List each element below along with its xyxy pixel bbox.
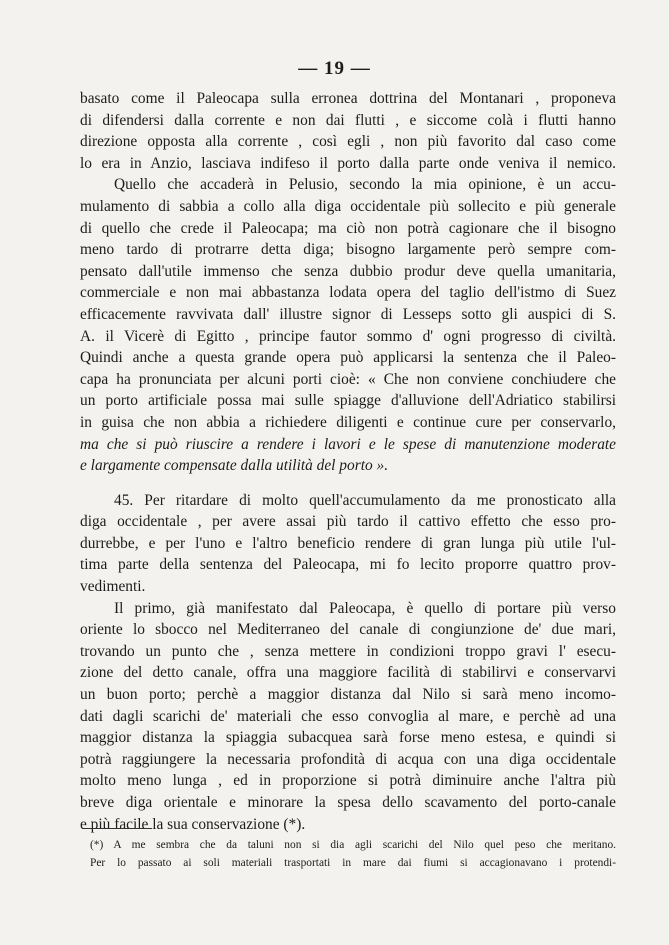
text-line: un buon porto; perchè a maggior distanza dal Nilo si sarà meno incomo-	[80, 686, 616, 704]
text-line: e più facile la sua conservazione (*).	[80, 815, 306, 833]
body-text	[80, 88, 616, 835]
footnote-line: Per lo passato ai soli materiali trasportati in mare dai fiumi si accagionavano i protendi-	[90, 857, 616, 869]
section-45-heading-line: 45. Per ritardare di molto quell'accumulamento da me pronosticato alla	[114, 491, 616, 509]
text-line: capa ha pronunciata per alcuni porti cioè: « Che non conviene conchiudere che	[80, 370, 616, 388]
text-line: maggior distanza la spiaggia subacquea sarà forse meno estesa, e quindi si	[80, 729, 616, 747]
text-line: meno tardo di protrarre detta diga; bisogno largamente però sempre com-	[80, 241, 616, 259]
paragraph-4	[80, 598, 616, 836]
paragraph-2	[80, 174, 616, 476]
text-line: oriente lo sbocco nel Mediterraneo del canale di congiunzione de' due mari,	[80, 621, 616, 639]
footnote-divider	[82, 828, 152, 829]
text-line: di quello che crede il Paleocapa; ma ciò non potrà cagionare che il bisogno	[80, 219, 616, 237]
page-number: — 19 —	[298, 58, 371, 79]
footnote-line: (*) A me sembra che da taluni non si dia agli scarichi del Nilo quel peso che meritano.	[90, 839, 616, 851]
text-line: Quindi anche a questa grande opera può applicarsi la sentenza che il Paleo-	[80, 349, 616, 367]
text-line: Quello che accaderà in Pelusio, secondo la mia opinione, è un accu-	[114, 176, 616, 194]
text-line: tima parte della sentenza del Paleocapa, mi fo lecito proporre quattro prov-	[80, 556, 616, 574]
text-line: Il primo, già manifestato dal Paleocapa, è quello di portare più verso	[114, 599, 616, 617]
text-line: mulamento di sabbia a collo alla diga occidentale più sollecito e più generale	[80, 197, 616, 215]
text-line: trovando un punto che , senza mettere in condizioni troppo gravi l' esecu-	[80, 642, 616, 660]
section-45	[80, 490, 616, 598]
text-line: molto meno lunga , ed in proporzione si potrà diminuire anche l'altra più	[80, 772, 616, 790]
quoted-italic-line: e largamente compensate dalla utilità del porto ».	[80, 457, 389, 475]
text-line: dati dagli scarichi de' materiali che esso convoglia al mare, e perchè ad una	[80, 707, 616, 725]
text-line: efficacemente ravvivata dall' illustre signor di Lesseps sotto gli auspici di S.	[80, 305, 616, 323]
quoted-italic-line: ma che si può riuscire a rendere i lavori e le spese di manutenzione moderate	[80, 435, 616, 453]
text-line: lo era in Anzio, lasciava indifeso il porto dalla parte onde veniva il nemico.	[80, 154, 616, 172]
text-line: in guisa che non abbia a richiedere diligenti e continue cure per conservarlo,	[80, 413, 616, 431]
text-line: commerciale e non mai abbastanza lodata opera del taglio dell'istmo di Suez	[80, 284, 616, 302]
footnote	[90, 836, 616, 872]
text-line: un porto artificiale possa mai sulle spiagge d'alluvione dell'Adriatico stabilirsi	[80, 392, 616, 410]
text-line: direzione opposta alla corrente , così egli , non più favorito dal caso come	[80, 133, 616, 151]
text-line: basato come il Paleocapa sulla erronea dottrina del Montanari , proponeva	[80, 90, 616, 107]
text-line: A. il Vicerè di Egitto , principe fautor sommo d' ogni progresso di civiltà.	[80, 327, 616, 345]
text-line: potrà raggiungere la necessaria profondità di acqua con una diga occidentale	[80, 750, 616, 768]
text-line: di difendersi dalla corrente e non dai flutti , e siccome colà i flutti hanno	[80, 111, 616, 129]
paragraph-1	[80, 88, 616, 174]
text-line: durrebbe, e per l'uno e l'altro beneficio rendere di gran lunga più utile l'ul-	[80, 534, 616, 552]
text-line: pensato dall'utile immenso che senza dubbio produr deve quella umanitaria,	[80, 262, 616, 280]
paragraph-gap	[80, 477, 616, 490]
text-line: zione del detto canale, offra una maggiore facilità di stabilirvi e conservarvi	[80, 664, 616, 682]
text-line: vedimenti.	[80, 578, 146, 596]
text-line: breve diga orientale e minorare la spesa dello scavamento del porto-canale	[80, 794, 616, 811]
text-line: diga occidentale , per avere assai più tardo il cattivo effetto che esso pro-	[80, 513, 616, 531]
